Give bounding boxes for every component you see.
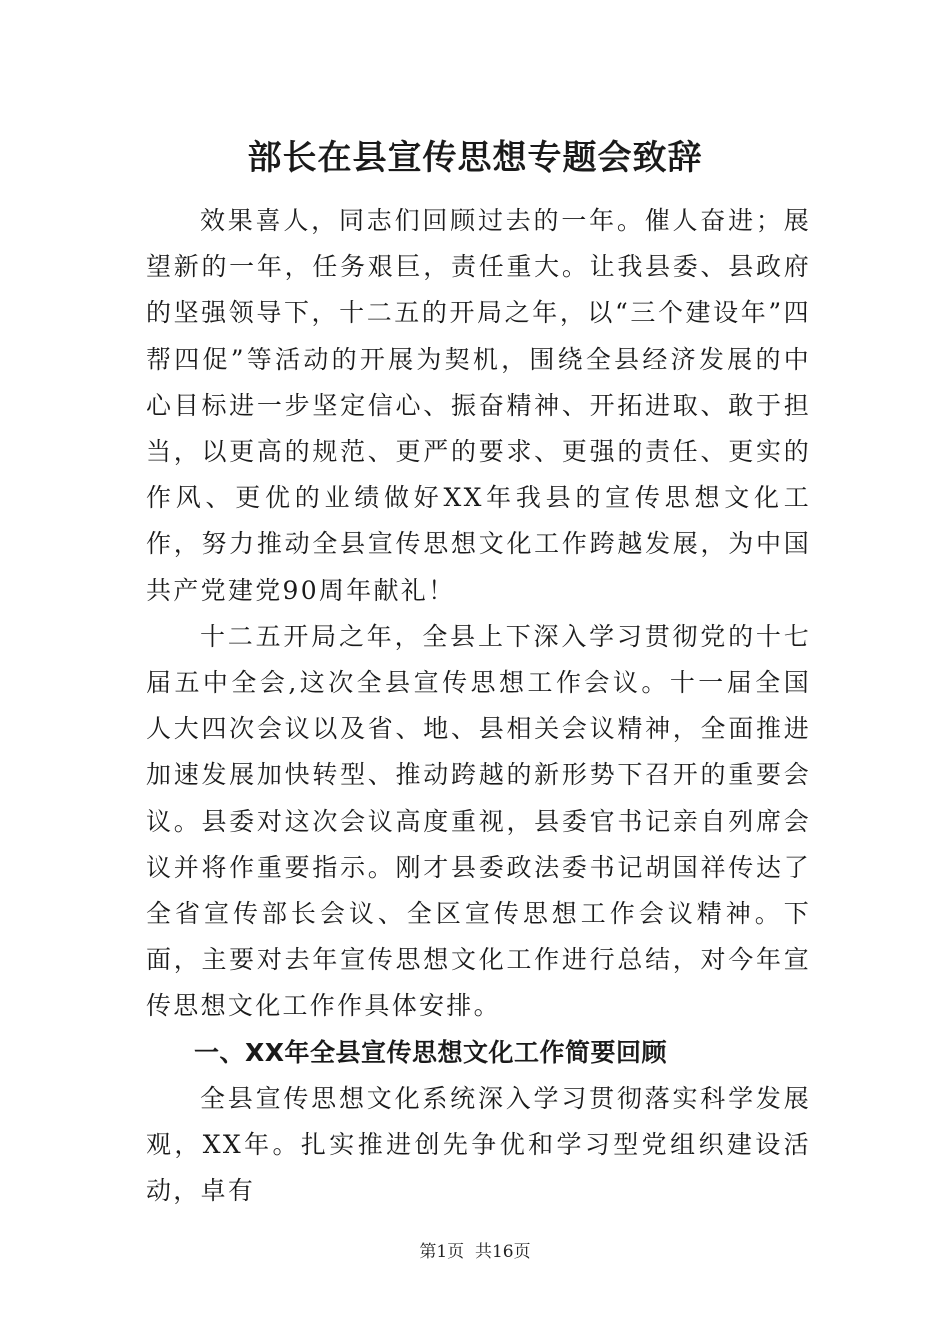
section-paragraph: 全县宣传思想文化系统深入学习贯彻落实科学发展观，XX年。扎实推进创先争优和学习型党组织建设活动，卓有 [146,1083,811,1206]
page-number: 第1页 共16页 [419,1242,531,1262]
document-body [146,198,811,1214]
paragraph-2: 十二五开局之年，全县上下深入学习贯彻党的十七届五中全会,这次全县宣传思想工作会议。十一届全国人大四次会议以及省、地、县相关会议精神，全面推进加速发展加快转型、推动跨越的新形势下召开的重要会议。县委对这次会议高度重视，县委官书记亲自列席会议并将作重要指示。刚才县委政法委书记胡国祥传达了全省宣传部长会议、全区宣传思想工作会议精神。下面，主要对去年宣传思想文化工作进行总结，对今年宣传思想文化工作作具体安排。 [146,621,811,1021]
page-footer [0,1240,950,1264]
document-title: 部长在县宣传思想专题会致辞 [247,138,703,178]
paragraph-1: 效果喜人，同志们回顾过去的一年。催人奋进；展望新的一年，任务艰巨，责任重大。让我县委、县政府的坚强领导下，十二五的开局之年，以“三个建设年”四帮四促”等活动的开展为契机，围绕全县经济发展的中心目标进一步坚定信心、振奋精神、开拓进取、敢于担当，以更高的规范、更严的要求、更强的责任、更实的作风、更优的业绩做好XX年我县的宣传思想文化工作，努力推动全县宣传思想文化工作跨越发展，为中国共产党建党90周年献礼！ [146,206,811,605]
section-heading: 一、XX年全县宣传思想文化工作简要回顾 [194,1037,668,1067]
